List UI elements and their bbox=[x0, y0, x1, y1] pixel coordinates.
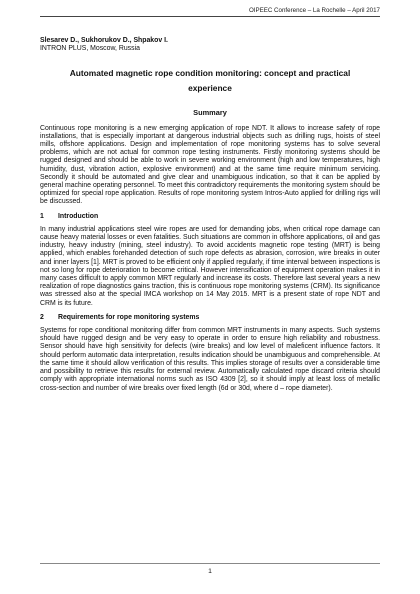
section-number: 2 bbox=[40, 313, 44, 321]
header-rule bbox=[40, 16, 380, 17]
requirements-text: Systems for rope conditional monitoring differ from common MRT instruments in many aspects. Such systems should have rugged design and be very easy to operate in order to ensure high reliability and robustness. Sensor should have high sensitivity for defects (wire breaks) and low level of maleficent influence factors. It should perform automatic data interpretation, results indication should be unambiguous and comprehensible. At the same time it should allow verification of this results. This implies storage of results over a considerable time and possibility to retrieve this results for external review. Automatically calculated rope discard criteria should comply with appropriate international norms such as ISO 4309 [2], so it should imply at least loss of metallic cross-section and number of wire breaks over fixed length (6d or 30d, where d – rope diameter). bbox=[40, 327, 380, 392]
section-heading-requirements bbox=[40, 314, 380, 322]
running-header: OIPEEC Conference – La Rochelle – April 2017 bbox=[248, 7, 380, 14]
section-title: Introduction bbox=[58, 212, 99, 220]
summary-heading: Summary bbox=[193, 108, 227, 118]
introduction-text: In many industrial applications steel wire ropes are used for demanding jobs, when critical rope damage can cause heavy material losses or even fatalities. Such situations are common in offshore applications, oil and gas industry, heavy industry (mining, steel industry). To avoid accidents magnetic rope testing (MRT) is being applied, which enables forehanded detection of such rope defects as abrasion, corrosion, wire breaks in outer and inner layers [1]. MRT is proved to be efficient only if applied regularly, if time interval between inspections is not so long for rope deterioration to become critical. However intensification of equipment operation makes it in many cases difficult to apply common MRT regularly and increase its costs. Therefore last several years a new realization of rope diagnostics gains traction, this is continuous rope monitoring systems (CRM). Its significance was stressed also at the special IMCA workshop on 14 May 2015. MRT is a present state of rope NDT and CRM is its future. bbox=[40, 225, 380, 307]
paper-title: Automated magnetic rope condition monitoring: concept and practical experience bbox=[69, 68, 351, 94]
footer-rule bbox=[40, 563, 380, 564]
page-number: 1 bbox=[208, 568, 212, 575]
summary-text: Continuous rope monitoring is a new emerging application of rope NDT. It allows to increase safety of rope installations, that is especially important at dangerous industrial objects such as drilling rugs, hoists of steel mills, offshore applications. Design and implementation of rope monitoring systems has to solve several problems, which are not actual for common rope testing instruments. Firstly monitoring systems should be rugged designed and should be able to work in severe working environment (high and low temperatures, high humidity, dust, vibration action, explosive environment) and at the same time require minimum servicing. Secondly it should be automated and give clear and unambiguous indication, so that it can be applied by general machine operating personnel. To meet this contradictory requirements the monitoring system should be optimized for special rope application. Results of rope monitoring system Intros-Auto applied for drilling rigs will be discussed. bbox=[40, 124, 380, 206]
page-content bbox=[40, 37, 380, 399]
section-number: 1 bbox=[40, 212, 44, 220]
authors: Slesarev D., Sukhorukov D., Shpakov I. bbox=[40, 37, 168, 44]
section-title: Requirements for rope monitoring systems bbox=[58, 313, 200, 321]
section-heading-introduction bbox=[40, 213, 380, 221]
affiliation: INTRON PLUS, Moscow, Russia bbox=[40, 45, 140, 53]
